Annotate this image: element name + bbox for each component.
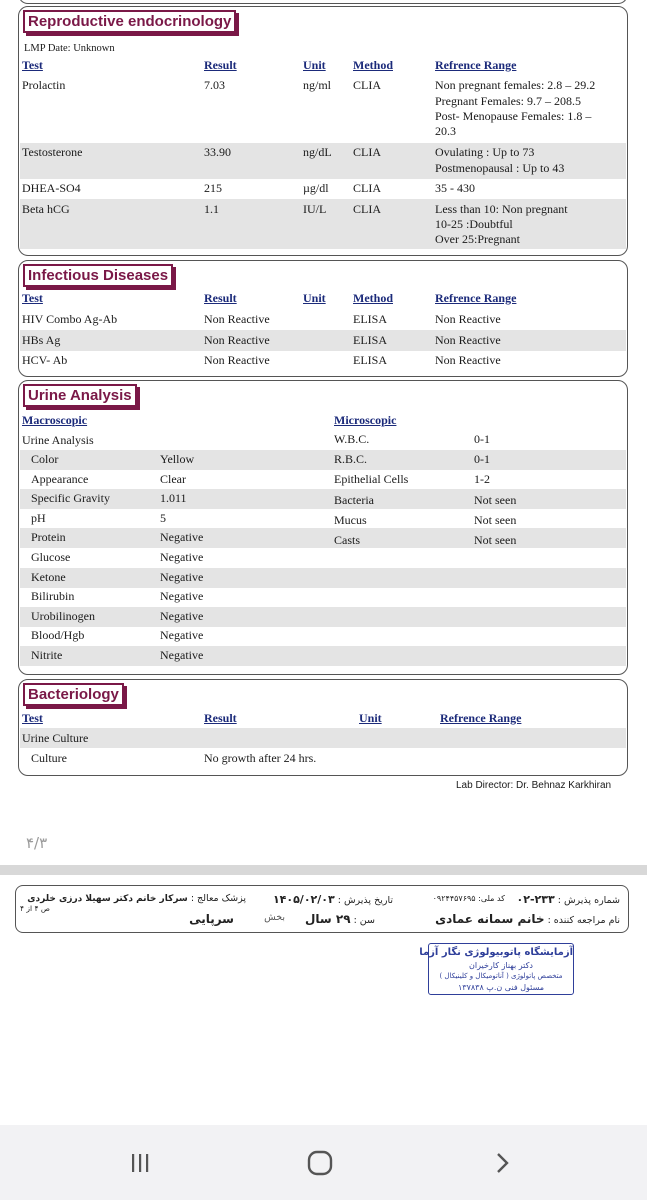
group-label: Urine Culture xyxy=(22,731,89,745)
home-button[interactable] xyxy=(290,1143,350,1183)
test-name: Beta hCG xyxy=(22,202,70,216)
test-result: No growth after 24 hrs. xyxy=(204,751,317,765)
header-method: Method xyxy=(353,291,393,305)
reference-range: Non Reactive xyxy=(435,353,501,367)
micro-test-value: 0-1 xyxy=(474,452,490,467)
reference-range-line: Postmenopausal : Up to 43 xyxy=(435,161,565,175)
reproductive-endocrinology-section xyxy=(18,6,628,256)
header-method: Method xyxy=(353,58,393,72)
test-result: 1.1 xyxy=(204,202,219,216)
header-test: Test xyxy=(22,58,43,72)
lab-report-footer-page xyxy=(0,875,647,1125)
infectious-diseases-section xyxy=(18,260,628,377)
page-indicator: ص ۴ از ۴ xyxy=(20,904,50,913)
patient-age xyxy=(305,912,375,926)
recent-apps-button[interactable] xyxy=(110,1143,170,1183)
micro-test-name: Epithelial Cells xyxy=(334,472,409,487)
date-value: ۱۴۰۵/۰۲/۰۳ xyxy=(272,893,335,906)
national-label: کد ملی: xyxy=(478,894,505,903)
header-reference-range: Refrence Range xyxy=(435,291,517,305)
test-result: 33.90 xyxy=(204,145,231,159)
test-name: Prolactin xyxy=(22,78,66,92)
header-test: Test xyxy=(22,291,43,305)
macro-test-value: 5 xyxy=(160,510,166,525)
reference-range: Non Reactive xyxy=(435,333,501,347)
chevron-right-icon xyxy=(490,1151,514,1175)
microscopic-header: Microscopic xyxy=(334,413,397,427)
macro-test-name: Color xyxy=(31,452,59,466)
header-result: Result xyxy=(204,58,237,72)
test-method: ELISA xyxy=(353,312,387,326)
test-method: CLIA xyxy=(353,202,381,216)
row-shade xyxy=(20,728,626,748)
header-result: Result xyxy=(204,711,237,725)
micro-test-value: 1-2 xyxy=(474,472,490,487)
section-title: Reproductive endocrinology xyxy=(23,10,236,33)
section-value: سرپایی xyxy=(189,912,234,926)
macro-test-value: Negative xyxy=(160,628,204,643)
macro-test-name: Appearance xyxy=(31,471,89,486)
national-code xyxy=(433,894,505,903)
macro-test-value: Yellow xyxy=(160,452,195,466)
test-name: Testosterone xyxy=(22,145,83,159)
stamp-line: متخصص پاتولوژی ( آناتومیکال و کلینیکال ) xyxy=(439,972,563,980)
age-value: ۲۹ سال xyxy=(304,912,351,926)
reference-range: Non Reactive xyxy=(435,312,501,326)
row-shade xyxy=(20,607,626,627)
header-unit: Unit xyxy=(303,58,326,72)
test-unit: µg/dl xyxy=(303,181,329,195)
bacteriology-section xyxy=(18,679,628,776)
macro-test-name: Specific Gravity xyxy=(31,491,110,506)
macro-test-name: Nitrite xyxy=(31,648,63,662)
row-shade xyxy=(20,330,626,351)
test-result: Non Reactive xyxy=(204,312,270,326)
page-separator xyxy=(0,865,647,875)
patient-info-box xyxy=(15,885,629,933)
stamp-line: آزمایشگاه پاتوبیولوژی نگار آزما xyxy=(419,947,573,958)
recent-apps-icon xyxy=(128,1151,152,1175)
home-icon xyxy=(306,1149,334,1177)
date-label: تاریخ پذیرش : xyxy=(337,895,393,906)
back-button[interactable] xyxy=(472,1143,532,1183)
section-title: Bacteriology xyxy=(23,683,124,706)
row-shade xyxy=(20,450,626,470)
section-label: بخش xyxy=(264,912,285,923)
reference-range-line: Less than 10: Non pregnant xyxy=(435,202,568,216)
macroscopic-header: Macroscopic xyxy=(22,413,88,427)
admission-date xyxy=(273,893,393,906)
urine-analysis-section xyxy=(18,380,628,675)
test-result: Non Reactive xyxy=(204,353,270,367)
micro-test-name: W.B.C. xyxy=(334,432,370,446)
micro-test-value: Not seen xyxy=(474,533,517,547)
lmp-date: LMP Date: Unknown xyxy=(24,43,115,54)
test-name: Culture xyxy=(31,751,67,765)
macro-test-value: Negative xyxy=(160,589,204,604)
reception-label: شماره پذیرش : xyxy=(557,895,620,906)
reference-range-line: 20.3 xyxy=(435,124,456,138)
doctor-label: پزشک معالج : xyxy=(190,893,246,904)
test-name: HBs Ag xyxy=(22,333,61,347)
micro-test-value: Not seen xyxy=(474,512,517,527)
lab-director: Lab Director: Dr. Behnaz Karkhiran xyxy=(456,780,612,791)
lab-stamp xyxy=(419,943,574,995)
ward-value xyxy=(189,912,234,926)
reception-value: ۲۳۳-۰۲ xyxy=(516,893,555,906)
macro-test-value: Negative xyxy=(160,569,204,584)
macro-test-value: Negative xyxy=(160,550,204,564)
macro-test-value: 1.011 xyxy=(160,491,187,506)
micro-test-name: Casts xyxy=(334,533,361,547)
header-reference-range: Refrence Range xyxy=(435,58,517,72)
reference-range-line: Ovulating : Up to 73 xyxy=(435,145,535,159)
micro-test-name: Bacteria xyxy=(334,492,374,507)
header-test: Test xyxy=(22,711,43,725)
reference-range-line: Pregnant Females: 9.7 – 208.5 xyxy=(435,94,581,108)
test-method: CLIA xyxy=(353,78,381,92)
test-method: CLIA xyxy=(353,145,381,159)
test-unit: ng/ml xyxy=(303,78,332,92)
header-unit: Unit xyxy=(359,711,382,725)
section-title: Infectious Diseases xyxy=(23,264,173,287)
treating-doctor xyxy=(27,893,246,904)
stamp-line: دکتر بهناز کارخیران xyxy=(469,961,533,970)
row-shade xyxy=(20,528,626,548)
macro-test-name: pH xyxy=(31,510,46,525)
macro-test-value: Negative xyxy=(160,608,204,623)
page-number: ۴/۳ xyxy=(26,834,48,852)
test-result: Non Reactive xyxy=(204,333,270,347)
macro-test-name: Urobilinogen xyxy=(31,608,95,623)
test-method: CLIA xyxy=(353,181,381,195)
test-unit: ng/dL xyxy=(303,145,332,159)
previous-section-edge xyxy=(18,0,628,4)
reception-number xyxy=(517,893,620,906)
reference-range-line: 10-25 :Doubtful xyxy=(435,217,513,231)
header-reference-range: Refrence Range xyxy=(440,711,522,725)
row-shade xyxy=(20,489,626,509)
android-navigation-bar xyxy=(0,1125,647,1200)
macro-test-value: Negative xyxy=(160,530,204,545)
test-result: 7.03 xyxy=(204,78,225,92)
macro-test-value: Negative xyxy=(160,648,204,662)
stamp-line: مسئول فنی ن.پ ۱۳۷۸۳۸ xyxy=(457,983,545,992)
test-unit: IU/L xyxy=(303,202,327,216)
macro-test-name: Blood/Hgb xyxy=(31,628,85,643)
row-shade xyxy=(20,646,626,666)
micro-test-name: R.B.C. xyxy=(334,452,368,467)
reference-range-line: Post- Menopause Females: 1.8 – xyxy=(435,109,592,123)
test-name: HCV- Ab xyxy=(22,353,68,367)
micro-test-value: 0-1 xyxy=(474,432,490,446)
macro-test-name: Protein xyxy=(31,530,66,545)
reference-range-line: Non pregnant females: 2.8 – 29.2 xyxy=(435,78,596,92)
reference-range-line: Over 25:Pregnant xyxy=(435,232,520,246)
micro-test-name: Mucus xyxy=(334,512,367,527)
test-method: ELISA xyxy=(353,333,387,347)
header-result: Result xyxy=(204,291,237,305)
test-method: ELISA xyxy=(353,353,387,367)
age-label: سن : xyxy=(353,915,375,926)
test-name: DHEA-SO4 xyxy=(22,181,81,195)
test-name: HIV Combo Ag-Ab xyxy=(22,312,118,326)
doctor-value: سرکار خانم دکتر سهیلا درزی خلردی xyxy=(27,894,188,904)
micro-test-value: Not seen xyxy=(474,492,517,507)
macro-test-name: Bilirubin xyxy=(31,589,75,604)
patient-name xyxy=(435,912,620,926)
ward xyxy=(264,912,285,923)
patient-value: خانم سمانه عمادی xyxy=(435,912,545,926)
macro-test-value: Clear xyxy=(160,471,186,486)
row-shade xyxy=(20,568,626,588)
section-title: Urine Analysis xyxy=(23,384,137,407)
patient-label: نام مراجعه کننده : xyxy=(547,915,620,926)
macro-test-name: Ketone xyxy=(31,569,66,584)
reference-range-line: 35 - 430 xyxy=(435,181,475,195)
group-label: Urine Analysis xyxy=(22,433,94,447)
macro-test-name: Glucose xyxy=(31,550,71,564)
header-unit: Unit xyxy=(303,291,326,305)
test-result: 215 xyxy=(204,181,222,195)
national-value: ۰۹۲۴۴۵۷۶۹۵ xyxy=(432,894,476,903)
